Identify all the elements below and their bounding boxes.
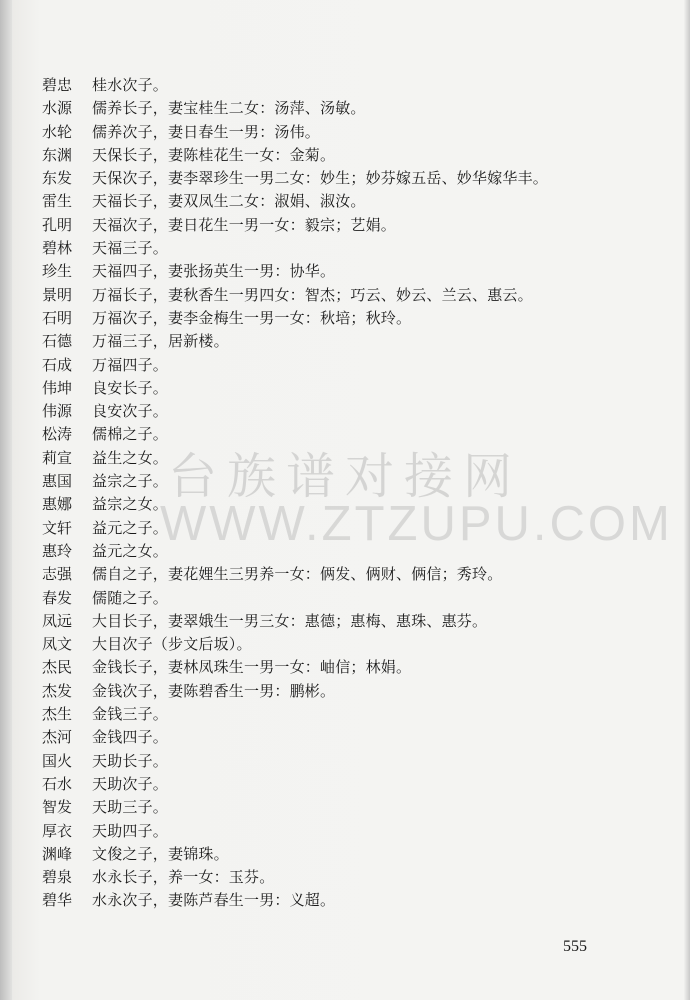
entry-person-name: 厚衣 [42, 821, 73, 840]
entry-description: 天福四子，妻张扬英生一男：协华。 [92, 262, 336, 281]
genealogy-entry [42, 820, 662, 843]
entry-description: 大目次子（步文后坂）。 [92, 635, 252, 654]
entry-person-name: 孔明 [42, 215, 73, 234]
entry-description: 金钱长子，妻林凤珠生一男一女：岫信；林娟。 [92, 658, 412, 677]
entry-person-name: 杰发 [42, 681, 73, 700]
genealogy-entry [42, 190, 662, 213]
entry-person-name: 杰河 [42, 728, 73, 747]
entry-person-name: 珍生 [42, 262, 73, 281]
entry-person-name: 惠玲 [42, 541, 73, 560]
entry-person-name: 智发 [42, 798, 73, 817]
entry-description: 金钱三子。 [92, 705, 169, 724]
genealogy-entry [42, 377, 662, 400]
entry-description: 儒棉之子。 [92, 425, 169, 444]
genealogy-entry [42, 610, 662, 633]
genealogy-entry [42, 773, 662, 796]
page-number: 555 [563, 938, 587, 955]
binding-shadow [0, 0, 12, 1000]
entry-person-name: 松涛 [42, 425, 73, 444]
genealogy-entry [42, 284, 662, 307]
genealogy-entry [42, 633, 662, 656]
genealogy-entry [42, 540, 662, 563]
entry-person-name: 东渊 [42, 145, 73, 164]
entry-person-name: 渊峰 [42, 844, 73, 863]
entry-person-name: 石德 [42, 332, 73, 351]
genealogy-entry [42, 400, 662, 423]
entry-person-name: 凤远 [42, 611, 73, 630]
genealogy-entry [42, 517, 662, 540]
entry-person-name: 文轩 [42, 518, 73, 537]
entry-person-name: 惠国 [42, 472, 73, 491]
genealogy-entry [42, 260, 662, 283]
genealogy-entry [42, 121, 662, 144]
entry-description: 万福次子，妻李金梅生一男一女：秋培；秋玲。 [92, 308, 412, 327]
entry-description: 良安长子。 [92, 378, 169, 397]
entry-description: 水永次子，妻陈芦春生一男：义超。 [92, 891, 336, 910]
entry-description: 天保长子，妻陈桂花生一女：金菊。 [92, 145, 336, 164]
entry-description: 金钱四子。 [92, 728, 169, 747]
entry-person-name: 石明 [42, 308, 73, 327]
entry-description: 儒养长子，妻宝桂生二女：汤萍、汤敏。 [92, 99, 366, 118]
genealogy-entry [42, 587, 662, 610]
entry-description: 万福长子，妻秋香生一男四女：智杰；巧云、妙云、兰云、惠云。 [92, 285, 533, 304]
entry-description: 桂水次子。 [92, 76, 169, 94]
entry-description: 水永长子，养一女：玉芬。 [92, 868, 275, 887]
genealogy-entry [42, 214, 662, 237]
entry-person-name: 伟源 [42, 402, 73, 421]
genealogy-entry-list [42, 74, 662, 913]
genealogy-entry [42, 237, 662, 260]
genealogy-entry [42, 680, 662, 703]
entry-description: 文俊之子，妻锦珠。 [92, 844, 229, 863]
entry-person-name: 惠娜 [42, 495, 73, 514]
entry-person-name: 碧林 [42, 239, 73, 258]
entry-description: 益元之女。 [92, 541, 169, 560]
entry-description: 儒随之子。 [92, 588, 169, 607]
entry-description: 良安次子。 [92, 402, 169, 421]
entry-person-name: 杰民 [42, 658, 73, 677]
entry-description: 益生之女。 [92, 448, 169, 467]
entry-person-name: 春发 [42, 588, 73, 607]
entry-description: 天助三子。 [92, 798, 169, 817]
genealogy-entry [42, 796, 662, 819]
entry-person-name: 景明 [42, 285, 73, 304]
genealogy-entry [42, 307, 662, 330]
watermark-url-text: WWW.ZTZUPU.COM [160, 497, 673, 551]
entry-description: 天福三子。 [92, 239, 169, 258]
entry-description: 益宗之女。 [92, 495, 169, 514]
entry-person-name: 杰生 [42, 705, 73, 724]
entry-person-name: 石成 [42, 355, 73, 374]
entry-person-name: 碧泉 [42, 868, 73, 887]
genealogy-entry [42, 74, 662, 97]
entry-description: 益元之子。 [92, 518, 169, 537]
entry-person-name: 碧忠 [42, 76, 73, 94]
entry-description: 儒养次子，妻日春生一男：汤伟。 [92, 122, 321, 141]
genealogy-entry [42, 889, 662, 912]
entry-person-name: 碧华 [42, 891, 73, 910]
genealogy-entry [42, 843, 662, 866]
entry-description: 天助次子。 [92, 774, 169, 793]
genealogy-entry [42, 167, 662, 190]
entry-person-name: 凤文 [42, 635, 73, 654]
entry-description: 儒自之子，妻花娌生三男养一女：俩发、俩财、俩信；秀玲。 [92, 565, 503, 584]
entry-description: 万福四子。 [92, 355, 169, 374]
entry-person-name: 东发 [42, 169, 73, 188]
entry-person-name: 志强 [42, 565, 73, 584]
genealogy-entry [42, 447, 662, 470]
entry-person-name: 伟坤 [42, 378, 73, 397]
genealogy-entry [42, 470, 662, 493]
genealogy-entry [42, 726, 662, 749]
entry-person-name: 雷生 [42, 192, 73, 211]
entry-person-name: 水源 [42, 99, 73, 118]
entry-description: 万福三子，居新楼。 [92, 332, 229, 351]
genealogy-entry [42, 563, 662, 586]
genealogy-entry [42, 750, 662, 773]
entry-description: 大目长子，妻翠娥生一男三女：惠德；惠梅、惠珠、惠芬。 [92, 611, 488, 630]
genealogy-entry [42, 97, 662, 120]
genealogy-entry [42, 354, 662, 377]
entry-description: 益宗之子。 [92, 472, 169, 491]
genealogy-entry [42, 144, 662, 167]
entry-description: 金钱次子，妻陈碧香生一男：鹏彬。 [92, 681, 336, 700]
genealogy-entry [42, 493, 662, 516]
genealogy-entry [42, 866, 662, 889]
entry-description: 天福长子，妻双凤生二女：淑娟、淑汝。 [92, 192, 366, 211]
page-edge-shadow [684, 0, 690, 1000]
entry-description: 天保次子，妻李翠珍生一男二女：妙生；妙芬嫁五岳、妙华嫁华丰。 [92, 169, 549, 188]
genealogy-entry [42, 423, 662, 446]
entry-person-name: 石水 [42, 774, 73, 793]
entry-description: 天助长子。 [92, 751, 169, 770]
entry-description: 天助四子。 [92, 821, 169, 840]
genealogy-entry [42, 703, 662, 726]
genealogy-entry [42, 656, 662, 679]
genealogy-entry [42, 330, 662, 353]
entry-description: 天福次子，妻日花生一男一女：毅宗；艺娟。 [92, 215, 397, 234]
entry-person-name: 莉宣 [42, 448, 73, 467]
watermark-chinese-text: 台族谱对接网 [168, 448, 523, 505]
entry-person-name: 水轮 [42, 122, 73, 141]
entry-person-name: 国火 [42, 751, 73, 770]
